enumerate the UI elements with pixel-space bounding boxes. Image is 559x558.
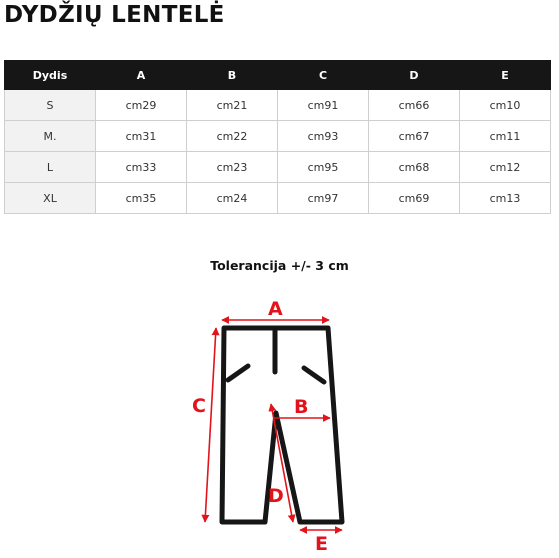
label-c: C bbox=[192, 395, 206, 417]
table-cell: cm12 bbox=[460, 152, 551, 183]
label-e: E bbox=[315, 533, 328, 555]
measurement-labels bbox=[192, 298, 328, 555]
table-cell: cm22 bbox=[187, 121, 278, 152]
label-a: A bbox=[268, 298, 283, 320]
table-cell: cm10 bbox=[460, 90, 551, 121]
tolerance-note: Tolerancija +/- 3 cm bbox=[210, 258, 349, 273]
size-label-cell: M. bbox=[5, 121, 96, 152]
measure-line-c bbox=[205, 328, 216, 522]
label-d: D bbox=[268, 485, 284, 507]
size-label-cell: L bbox=[5, 152, 96, 183]
table-cell: cm24 bbox=[187, 183, 278, 214]
table-cell: cm35 bbox=[96, 183, 187, 214]
table-cell: cm97 bbox=[278, 183, 369, 214]
header-cell: Dydis bbox=[5, 61, 96, 90]
right-pocket-seam bbox=[304, 368, 324, 382]
label-b: B bbox=[294, 396, 309, 418]
header-cell: B bbox=[187, 61, 278, 90]
page-title: DYDŽIŲ LENTELĖ bbox=[4, 2, 225, 28]
header-cell: C bbox=[278, 61, 369, 90]
size-label-cell: S bbox=[5, 90, 96, 121]
size-label-cell: XL bbox=[5, 183, 96, 214]
table-cell: cm13 bbox=[460, 183, 551, 214]
table-cell: cm66 bbox=[369, 90, 460, 121]
table-cell: cm68 bbox=[369, 152, 460, 183]
table-cell: cm33 bbox=[96, 152, 187, 183]
left-pocket-seam bbox=[228, 366, 248, 380]
table-cell: cm21 bbox=[187, 90, 278, 121]
header-cell: D bbox=[369, 61, 460, 90]
table-cell: cm23 bbox=[187, 152, 278, 183]
table-cell: cm31 bbox=[96, 121, 187, 152]
table-cell: cm95 bbox=[278, 152, 369, 183]
table-cell: cm11 bbox=[460, 121, 551, 152]
header-cell: A bbox=[96, 61, 187, 90]
table-cell: cm67 bbox=[369, 121, 460, 152]
table-cell: cm69 bbox=[369, 183, 460, 214]
table-cell: cm93 bbox=[278, 121, 369, 152]
header-cell: E bbox=[460, 61, 551, 90]
table-cell: cm29 bbox=[96, 90, 187, 121]
table-cell: cm91 bbox=[278, 90, 369, 121]
